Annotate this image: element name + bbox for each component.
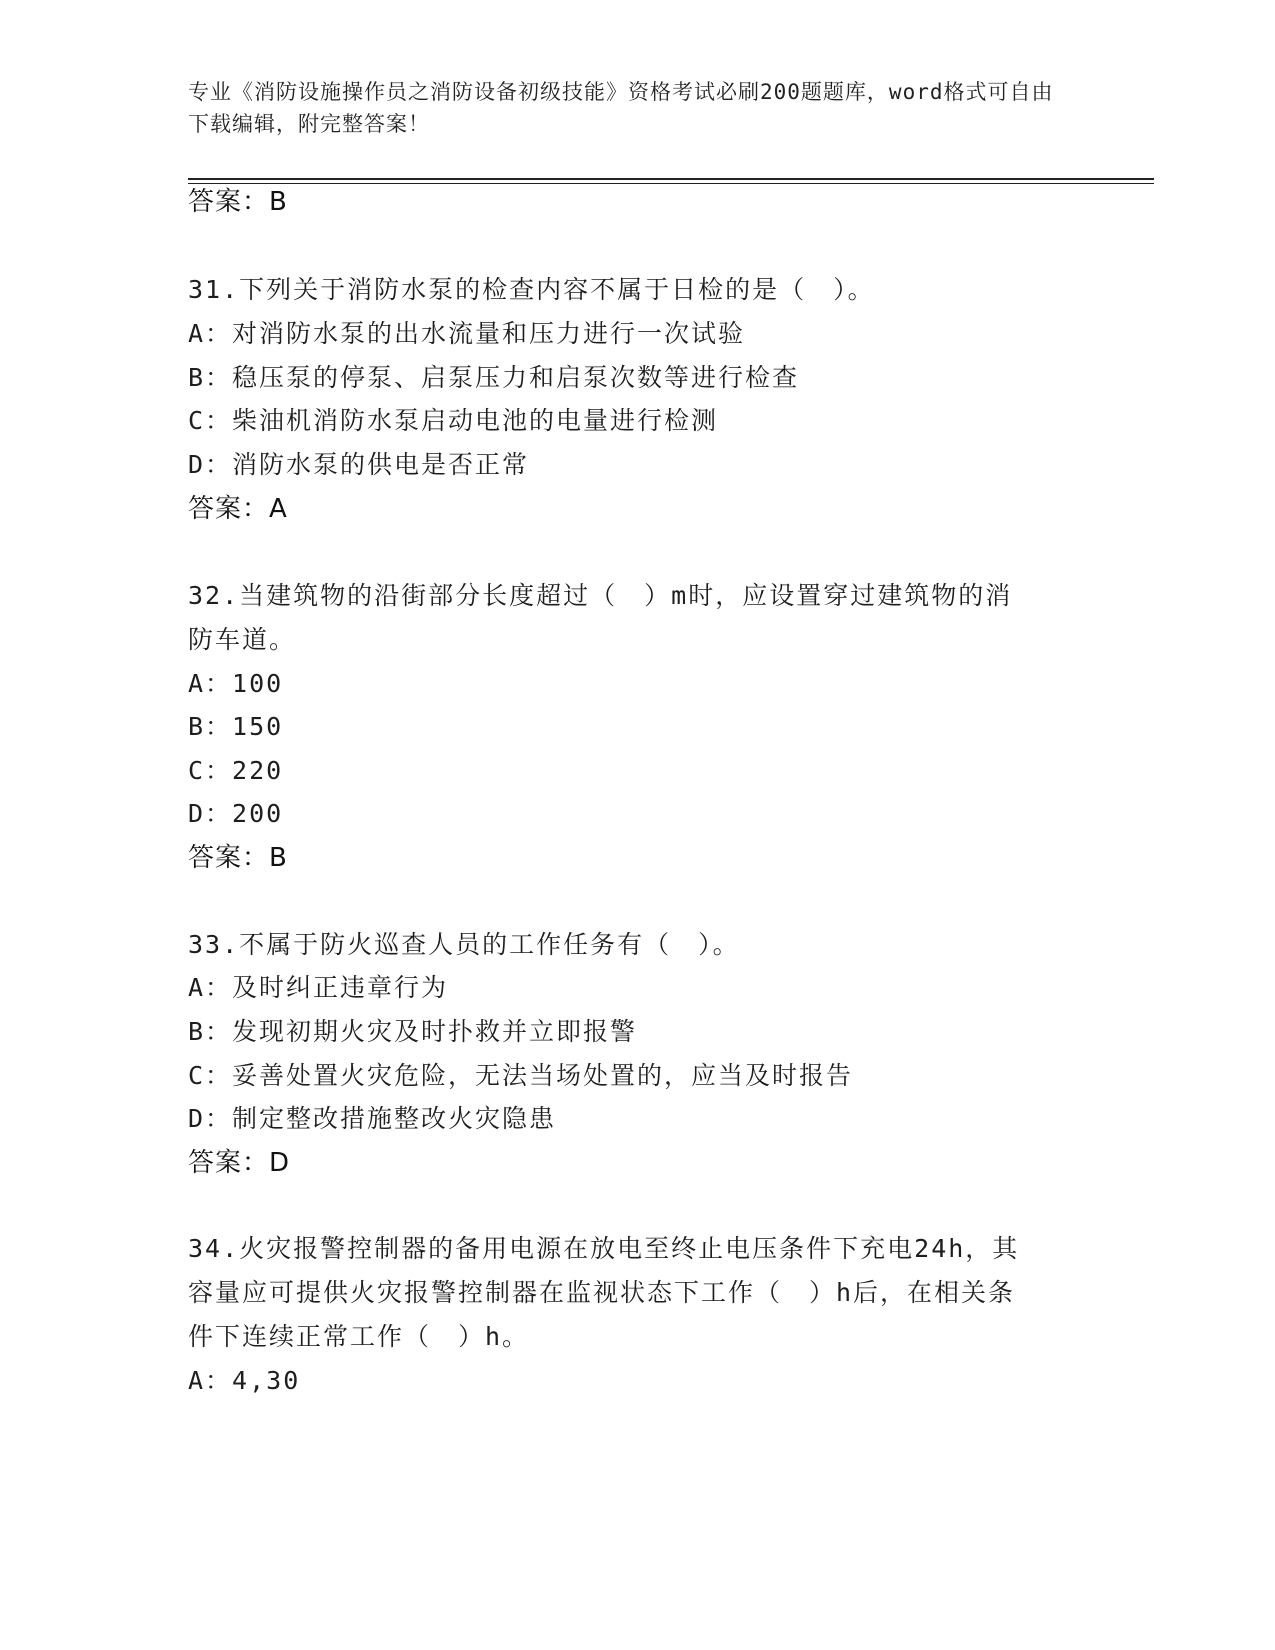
question-31-option-d: D：消防水泵的供电是否正常 bbox=[188, 450, 530, 479]
question-32-option-b: B：150 bbox=[188, 712, 284, 741]
question-33-option-a: A：及时纠正违章行为 bbox=[188, 973, 449, 1002]
question-32-stem-line-2: 防车道。 bbox=[188, 625, 297, 654]
question-33-answer: 答案：D bbox=[188, 1148, 291, 1178]
question-34-stem-line-2: 容量应可提供火灾报警控制器在监视状态下工作（ ）h后，在相关条 bbox=[188, 1278, 1016, 1307]
question-31-option-b: B：稳压泵的停泵、启泵压力和启泵次数等进行检查 bbox=[188, 363, 800, 392]
question-34-option-a: A：4,30 bbox=[188, 1366, 301, 1395]
question-32-option-c: C：220 bbox=[188, 756, 284, 785]
question-33-stem: 33.不属于防火巡查人员的工作任务有（ ）。 bbox=[188, 930, 740, 959]
question-33-option-b: B：发现初期火灾及时扑救并立即报警 bbox=[188, 1017, 638, 1046]
question-33-option-d: D：制定整改措施整改火灾隐患 bbox=[188, 1104, 557, 1133]
question-31-option-a: A：对消防水泵的出水流量和压力进行一次试验 bbox=[188, 319, 746, 348]
document-header: 专业《消防设施操作员之消防设备初级技能》资格考试必刷200题题库，word格式可自由下载编辑，附完整答案！ bbox=[188, 80, 1054, 136]
question-32-option-d: D：200 bbox=[188, 799, 284, 828]
header-divider-thin bbox=[188, 183, 1154, 184]
question-31-stem: 31.下列关于消防水泵的检查内容不属于日检的是（ ）。 bbox=[188, 275, 875, 304]
header-divider-thick bbox=[188, 178, 1154, 180]
question-31-option-c: C：柴油机消防水泵启动电池的电量进行检测 bbox=[188, 406, 719, 435]
question-32-answer: 答案：B bbox=[188, 843, 288, 873]
question-31-answer: 答案：A bbox=[188, 494, 288, 524]
question-34-stem-line-3: 件下连续正常工作（ ）h。 bbox=[188, 1322, 530, 1351]
question-32-stem-line-1: 32.当建筑物的沿街部分长度超过（ ）m时，应设置穿过建筑物的消 bbox=[188, 581, 1013, 610]
answer-previous: 答案：B bbox=[188, 187, 288, 217]
question-32-option-a: A：100 bbox=[188, 669, 284, 698]
question-33-option-c: C：妥善处置火灾危险，无法当场处置的，应当及时报告 bbox=[188, 1061, 854, 1090]
question-34-stem-line-1: 34.火灾报警控制器的备用电源在放电至终止电压条件下充电24h，其 bbox=[188, 1234, 1020, 1263]
